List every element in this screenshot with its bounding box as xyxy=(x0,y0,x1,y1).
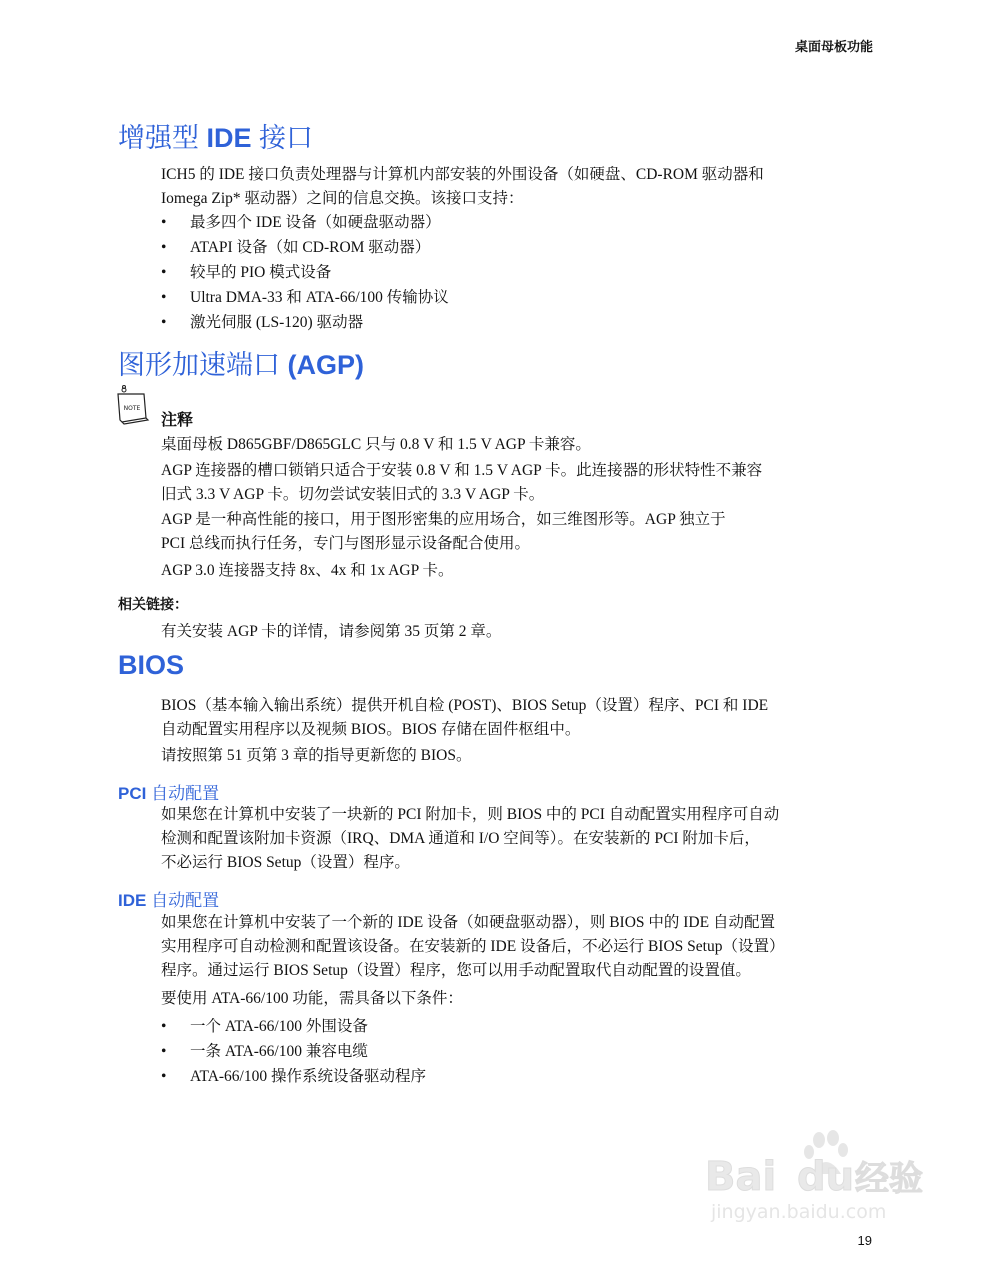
agp-paragraph-1: AGP 是一种高性能的接口，用于图形密集的应用场合，如三维图形等。AGP 独立于 PCI 总线而执行任务，专门与图形显示设备配合使用。 xyxy=(161,511,726,552)
note-title: 注释 xyxy=(161,410,194,429)
agp-paragraph-2: AGP 3.0 连接器支持 8x、4x 和 1x AGP 卡。 xyxy=(161,562,454,579)
bios-paragraph-2: 请按照第 51 页第 3 章的指导更新您的 BIOS。 xyxy=(161,747,472,764)
ata-requirements-intro: 要使用 ATA-66/100 功能，需具备以下条件： xyxy=(161,990,463,1007)
svg-text:Bai: Bai xyxy=(705,1154,777,1200)
ata-requirements-list xyxy=(161,1015,426,1090)
ide-section-title: 增强型 IDE 接口 xyxy=(118,123,314,153)
list-item: • 激光伺服 (LS-120) 驱动器 xyxy=(161,311,449,336)
note-paragraph-2: AGP 连接器的槽口锁销只适合于安装 0.8 V 和 1.5 V AGP 卡。此连接器的形状特性不兼容 旧式 3.3 V AGP 卡。切勿尝试安装旧式的 3.3 V AGP 卡。 xyxy=(161,462,763,503)
ide-autoconfig-paragraph: 如果您在计算机中安装了一个新的 IDE 设备（如硬盘驱动器），则 BIOS 中的 IDE 自动配置 实用程序可自动检测和配置该设备。在安装新的 IDE 设备后，不必运行 BIOS Setup（设置） 程序。通过运行 BIOS Setup（设置）程序，您可以用手动配置取代自动配置的设置值。 xyxy=(161,914,785,979)
list-item: • 一个 ATA-66/100 外围设备 xyxy=(161,1015,426,1040)
related-links-text: 有关安装 AGP 卡的详情，请参阅第 35 页第 2 章。 xyxy=(161,623,502,640)
agp-section-title: 图形加速端口 (AGP) xyxy=(118,350,365,380)
ide-autoconfig-title: IDE 自动配置 xyxy=(118,891,220,910)
pci-autoconfig-title: PCI 自动配置 xyxy=(118,784,220,803)
running-header: 桌面母板功能 xyxy=(794,40,873,55)
bios-paragraph-1: BIOS（基本输入输出系统）提供开机自检 (POST)、BIOS Setup（设置）程序、PCI 和 IDE 自动配置实用程序以及视频 BIOS。BIOS 存储在固件枢组中。 xyxy=(161,697,769,738)
pci-autoconfig-paragraph: 如果您在计算机中安装了一块新的 PCI 附加卡，则 BIOS 中的 PCI 自动配置实用程序可自动 检测和配置该附加卡资源（IRQ、DMA 通道和 I/O 空间等）。在安装新的 PCI 附加卡后， 不必运行 BIOS Setup（设置）程序。 xyxy=(161,806,780,871)
svg-text:NOTE: NOTE xyxy=(123,405,141,412)
note-icon xyxy=(116,384,150,426)
page-number: 19 xyxy=(857,1233,872,1248)
svg-text:du: du xyxy=(797,1154,855,1200)
baidu-jingyan-watermark xyxy=(705,1128,941,1224)
list-item: • 较早的 PIO 模式设备 xyxy=(161,261,449,286)
related-links-label: 相关链接： xyxy=(118,597,188,613)
note-paragraph-1: 桌面母板 D865GBF/D865GLC 只与 0.8 V 和 1.5 V AGP 卡兼容。 xyxy=(161,436,591,453)
list-item: • 一条 ATA-66/100 兼容电缆 xyxy=(161,1040,426,1065)
bios-section-title: BIOS xyxy=(118,650,185,680)
list-item: • 最多四个 IDE 设备（如硬盘驱动器） xyxy=(161,211,449,236)
ide-intro-paragraph: ICH5 的 IDE 接口负责处理器与计算机内部安装的外围设备（如硬盘、CD-ROM 驱动器和 Iomega Zip* 驱动器）之间的信息交换。该接口支持： xyxy=(161,166,764,207)
svg-text:jingyan.baidu.com: jingyan.baidu.com xyxy=(711,1201,887,1223)
ide-support-list xyxy=(161,211,449,336)
list-item: • ATA-66/100 操作系统设备驱动程序 xyxy=(161,1065,426,1090)
list-item: • ATAPI 设备（如 CD-ROM 驱动器） xyxy=(161,236,449,261)
svg-text:经验: 经验 xyxy=(855,1159,923,1199)
list-item: • Ultra DMA-33 和 ATA-66/100 传输协议 xyxy=(161,286,449,311)
